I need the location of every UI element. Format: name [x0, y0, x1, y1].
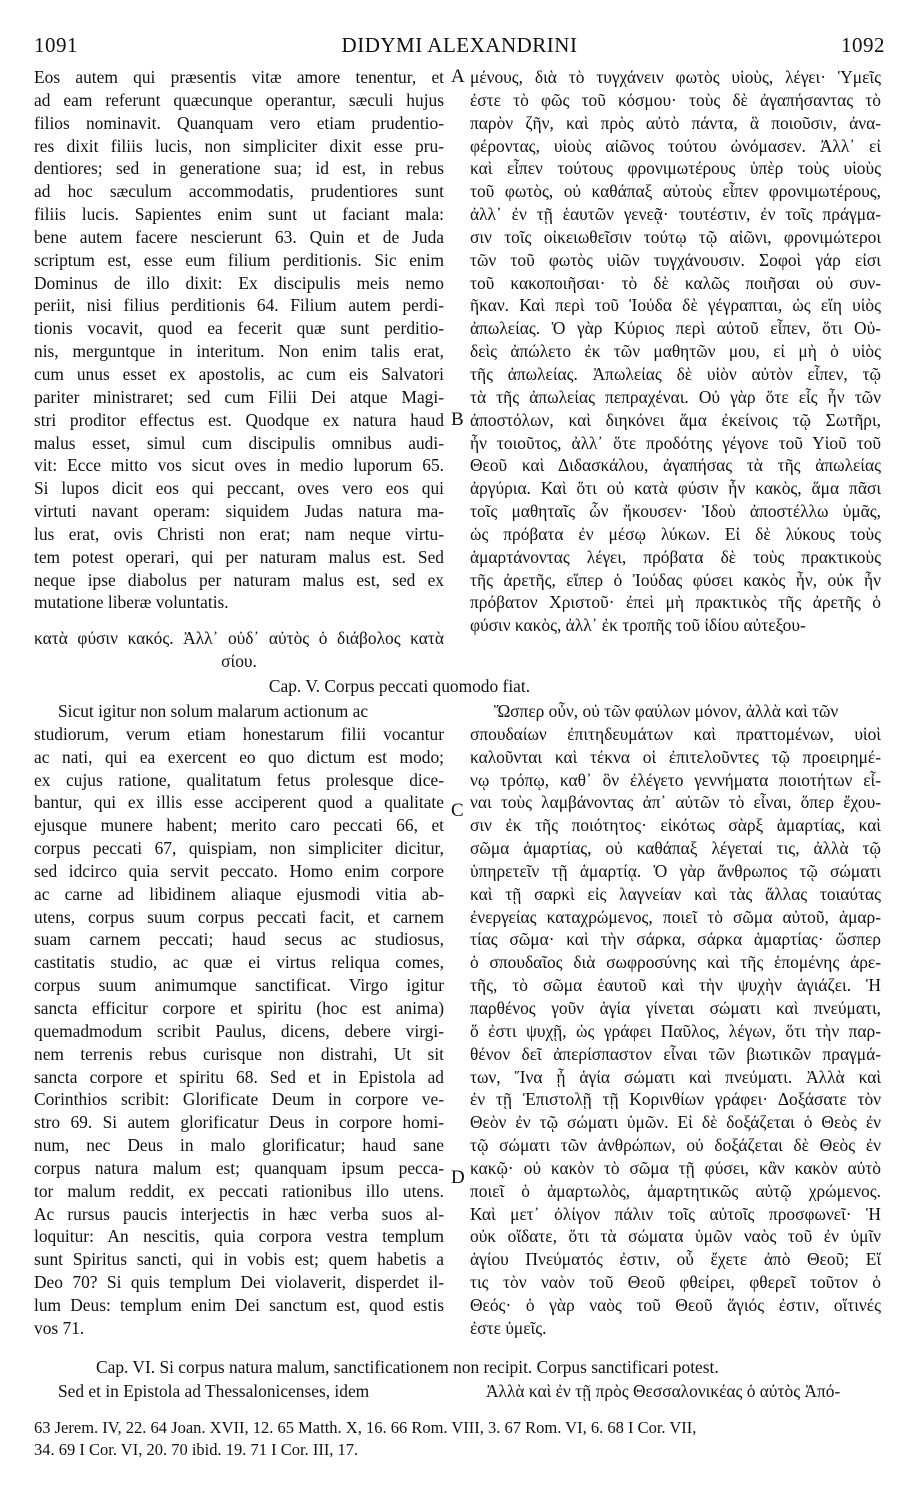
- text-line: nem terrenis rebus curisque non distrahi, Ut sit: [34, 1043, 444, 1064]
- text-line: καὶ τῇ σαρκὶ εἰς λαγνείαν καὶ τὰς ἄλλας τοιαύτας: [470, 883, 881, 904]
- text-line: κακῷ· οὐ κακὸν τὸ σῶμα τῇ φύσει, κἂν κακὸν αὐτὸ: [470, 1157, 881, 1178]
- text-line: Si lupos dicit eos qui peccant, oves vero eos qui: [34, 478, 444, 499]
- text-line: stri proditor effectus est. Quodque ex natura haud: [34, 409, 444, 430]
- text-line: Ac rursus paucis interjectis in hæc verba suos al-: [34, 1203, 444, 1224]
- text-line: παρθένος γοῦν ἁγία γίνεται σώματι καὶ πνεύματι,: [470, 997, 881, 1018]
- text-line: bantur, qui ex illis esse acciperent quod a qualitate: [34, 792, 444, 813]
- page-number-right: 1092: [841, 33, 885, 57]
- text-line: corpus suum animumque sanctificat. Virgo igitur: [34, 975, 444, 996]
- text-line: ἐστε τὸ φῶς τοῦ κόσμου· τοὺς δὲ ἀγαπήσαντας τὸ: [470, 89, 881, 110]
- text-line: σίου.: [221, 650, 257, 671]
- text-line: ἐνεργείας καταχρώμενος, ποιεῖ τὸ σῶμα αὐτοῦ, ἁμαρ-: [470, 906, 881, 927]
- text-line: ἦν τοιοῦτος, ἀλλ᾽ ὅτε προδότης γέγονε τοῦ Υἱοῦ τοῦ: [470, 432, 881, 453]
- text-line: tem potest operari, qui per naturam malus est. Sed: [34, 546, 444, 567]
- text-line: Θεοῦ καὶ Διδασκάλου, ἀγαπήσας τὰ τῆς ἀπωλείας: [470, 455, 881, 476]
- text-line: virtuti navant operam: siquidem Judas natura ma-: [34, 501, 444, 522]
- text-line: ναι τοὺς λαμβάνοντας ἀπ᾽ αὐτῶν τὸ εἶναι, ὅπερ ἔχου-: [470, 792, 881, 813]
- text-line: σπουδαίων ἐπιτηδευμάτων καὶ πραττομένων, υἱοὶ: [470, 723, 881, 744]
- text-line: Corinthios scribit: Glorificate Deum in corpore ve-: [34, 1089, 444, 1110]
- text-line: δεὶς ἀπώλετο ἐκ τῶν μαθητῶν μου, εἰ μὴ ὁ υἱὸς: [470, 341, 881, 362]
- text-line: τῷ σώματι τῶν ἀνθρώπων, οὐ δοξάζεται δὲ Θεὸς ἐν: [470, 1135, 881, 1156]
- text-line: ὅ ἐστι ψυχῇ, ὡς γράφει Παῦλος, λέγων, ὅτι τὴν παρ-: [470, 1020, 881, 1041]
- text-line: sancta efficitur corpore et spiritu (hoc est anima): [34, 997, 444, 1018]
- text-line: ac nati, qui ea exercent eo quo dictum est modo;: [34, 746, 444, 767]
- text-line: τῆς, τὸ σῶμα ἑαυτοῦ καὶ τὴν ψυχὴν ἁγιάζει. Ἡ: [470, 975, 881, 996]
- latin-column-bottom: [34, 700, 444, 1340]
- text-line: num, nec Deus in malo glorificatur; haud sane: [34, 1135, 444, 1156]
- greek-column-top: [470, 66, 881, 637]
- text-line: σιν ἐκ τῆς ποιότητος· εἰκότως σὰρξ ἁμαρτίας, καὶ: [470, 815, 881, 836]
- text-line: suam carnem peccati; haud secus ac studiosus,: [34, 929, 444, 950]
- text-line: utens, corpus suum corpus peccati facit, et carnem: [34, 906, 444, 927]
- greek-continuation-left: [34, 627, 444, 673]
- text-line: κατὰ φύσιν κακός. Ἀλλ᾽ οὐδ᾽ αὐτὸς ὁ διάβολος κατὰ: [34, 628, 444, 648]
- page-number-left: 1091: [34, 33, 78, 57]
- greek-column-bottom: [470, 700, 881, 1340]
- text-line: castitatis studio, ac quæ ei virtus reliqua comes,: [34, 952, 444, 973]
- text-line: ὑπηρετεῖν τῇ ἁμαρτίᾳ. Ὁ γὰρ ἄνθρωπος τῷ σώματι: [470, 860, 881, 881]
- text-line: ἐστε ὑμεῖς.: [470, 1317, 547, 1338]
- text-line: Eos autem qui præsentis vitæ amore tenentur, et: [34, 67, 444, 87]
- text-line: nis, merguntque in interitum. Non enim talis erat,: [34, 341, 444, 362]
- text-line: studiorum, verum etiam honestarum filii vocantur: [34, 723, 444, 744]
- text-line: corpus peccati 67, quispiam, non simpliciter dicitur,: [34, 838, 444, 859]
- margin-marker-d: D: [451, 1167, 465, 1188]
- text-line: φύσιν κακὸς, ἀλλ᾽ ἐκ τροπῆς τοῦ ἰδίου αὐτεξου-: [470, 615, 806, 636]
- text-line: ἀργύρια. Καὶ ὅτι οὐ κατὰ φύσιν ἦν κακὸς, ἅμα πᾶσι: [470, 478, 881, 499]
- text-line: sunt Spiritus sancti, qui in vobis est; quem habetis a: [34, 1249, 444, 1270]
- text-line: τοῦ κακοποιῆσαι· τὸ δὲ καλῶς ποιῆσαι οὐ συν-: [470, 272, 881, 293]
- text-line: ποιεῖ ὁ ἁμαρτωλὸς, ἁμαρτητικῶς αὐτῷ χρώμενος.: [470, 1180, 881, 1201]
- text-line: ejusque munere habent; merito caro peccati 66, et: [34, 815, 444, 836]
- text-line: ἀπωλείας. Ὁ γὰρ Κύριος περὶ αὐτοῦ εἶπεν, ὅτι Οὐ-: [470, 318, 881, 339]
- margin-marker-a: A: [451, 66, 465, 87]
- text-line: tionis vocavit, quod ea fecerit quæ sunt perditio-: [34, 318, 444, 339]
- text-line: ex cujus ratione, qualitatum fetus prolesque dice-: [34, 769, 444, 790]
- text-line: filios nominavit. Quanquam vero etiam prudentio-: [34, 112, 444, 133]
- text-line: τῆς ἀρετῆς, εἴπερ ὁ Ἰούδας φύσει κακὸς ἦν, οὐκ ἦν: [470, 569, 881, 590]
- text-line: ὁ σπουδαῖος διὰ σωφροσύνης καὶ τῆς ἑπομένης ἀρε-: [470, 952, 881, 973]
- text-line: Sicut igitur non solum malarum actionum ac: [58, 701, 369, 721]
- text-line: ac carne ad libidinem aliaque ejusmodi vitia ab-: [34, 883, 444, 904]
- text-line: νῳ τρόπῳ, καθ᾽ ὃν ἐλέγετο γεννήματα ποιοτήτων εἶ-: [470, 769, 881, 790]
- text-line: lum Deus: templum enim Dei sanctum est, quod estis: [34, 1294, 444, 1315]
- text-line: bene autem facere nescierunt 63. Quin et de Juda: [34, 226, 444, 247]
- text-line: Dominus de illo dixit: Ex discipulis meis nemo: [34, 272, 444, 293]
- text-line: φέροντας, υἱοὺς αἰῶνος τούτου ὠνόμασεν. Ἀλλ᾽ εἰ: [470, 135, 881, 156]
- chapter-heading-vi: Cap. VI. Si corpus natura malum, sanctificationem non recipit. Corpus sanctificari potest.: [96, 1357, 719, 1377]
- text-line: Deo 70? Si quis templum Dei violaverit, disperdet il-: [34, 1272, 444, 1293]
- text-line: τῶν τοῦ φωτὸς υἱῶν τυγχάνουσιν. Σοφοὶ γάρ εἰσι: [470, 249, 881, 270]
- text-line: μένους, διὰ τὸ τυγχάνειν φωτὸς υἱοὺς, λέγει· Ὑμεῖς: [470, 67, 881, 87]
- text-line: lus erat, ovis Christi non erat; nam neque virtu-: [34, 523, 444, 544]
- text-line: σῶμα ἁμαρτίας, οὐ καθάπαξ λέγεταί τις, ἀλλὰ τῷ: [470, 838, 881, 859]
- margin-marker-b: B: [451, 409, 464, 430]
- text-line: θένον δεῖ ἀπερίσπαστον εἶναι τῶν βιωτικῶν πραγμά-: [470, 1043, 881, 1064]
- text-line: scriptum est, esse eum filium perditionis. Sic enim: [34, 249, 444, 270]
- text-line: Ὥσπερ οὖν, οὐ τῶν φαύλων μόνον, ἀλλὰ καὶ τῶν: [494, 701, 839, 721]
- text-line: Καὶ μετ᾽ ὀλίγον πάλιν τοῖς αὐτοῖς προσφωνεῖ· Ἡ: [470, 1203, 881, 1224]
- text-line: sed idcirco quia servit peccato. Homo enim corpore: [34, 860, 444, 881]
- text-line: ad hoc sæculum accommodatis, prudentiores sunt: [34, 181, 444, 202]
- text-line: ῆκαν. Καὶ περὶ τοῦ Ἰούδα δὲ γέγραπται, ὡς εἴη υἱὸς: [470, 295, 881, 316]
- text-line: filiis lucis. Sapientes enim sunt ut faciant mala:: [34, 204, 444, 225]
- text-line: malus esset, simul cum discipulis omnibus audi-: [34, 432, 444, 453]
- text-line: ἀποστόλων, καὶ διηκόνει ἅμα ἐκείνοις τῷ Σωτῆρι,: [470, 409, 881, 430]
- text-line: ad eam referunt quæcunque operantur, sæculi hujus: [34, 89, 444, 110]
- text-line: periit, nisi filius perditionis 64. Filium autem perdi-: [34, 295, 444, 316]
- latin-column-top: [34, 66, 444, 614]
- text-line: καὶ εἶπεν τούτους φρονιμωτέρους ὑπὲρ τοὺς υἱοὺς: [470, 158, 881, 179]
- text-line: stro 69. Si autem glorificatur Deus in corpore homi-: [34, 1112, 444, 1133]
- text-line: res dixit filiis lucis, non simpliciter dixit esse pru-: [34, 135, 444, 156]
- chapter-heading-v: Cap. V. Corpus peccati quomodo fiat.: [268, 676, 531, 696]
- text-line: corpus natura malum est; quanquam ipsum pecca-: [34, 1157, 444, 1178]
- text-line: loquitur: An nescitis, quia corpora vestra templum: [34, 1226, 444, 1247]
- text-line: vit: Ecce mitto vos sicut oves in medio luporum 65.: [34, 455, 444, 476]
- text-line: τὰ τῆς ἀπωλείας πεπραχέναι. Οὐ γὰρ ὅτε εἷς ἦν τῶν: [470, 386, 881, 407]
- text-line: vos 71.: [34, 1317, 85, 1338]
- text-line: ἀλλ᾽ ἐν τῇ ἑαυτῶν γενεᾷ· τουτέστιν, ἐν τοῖς πράγμα-: [470, 204, 881, 225]
- text-line: pariter ministraret; sed cum Filii Dei atque Magi-: [34, 386, 444, 407]
- text-line: ὡς πρόβατα ἐν μέσῳ λύκων. Εἰ δὲ λύκους τοὺς: [470, 523, 881, 544]
- text-line: τοῦ φωτὸς, οὐ καθάπαξ αὐτοὺς εἶπεν φρονιμωτέρους,: [470, 181, 881, 202]
- latin-last-line: Sed et in Epistola ad Thessalonicenses, idem: [58, 1381, 370, 1401]
- text-line: Θεός· ὁ γὰρ ναὸς τοῦ Θεοῦ ἅγιός ἐστιν, οἵτινές: [470, 1294, 881, 1315]
- text-line: quemadmodum scribit Paulus, dicens, debere virgi-: [34, 1020, 444, 1041]
- text-line: τίας σῶμα· καὶ τὴν σάρκα, σάρκα ἁμαρτίας· ὥσπερ: [470, 929, 881, 950]
- greek-last-line: Ἀλλὰ καὶ ἐν τῇ πρὸς Θεσσαλονικέας ὁ αὐτὸς Ἀπό-: [486, 1381, 841, 1401]
- text-line: mutatione liberæ voluntatis.: [34, 592, 229, 613]
- text-line: ἁγίου Πνεύματός ἐστιν, οὗ ἔχετε ἀπὸ Θεοῦ; Εἴ: [470, 1249, 881, 1270]
- text-line: οὐκ οἴδατε, ὅτι τὰ σώματα ὑμῶν ναὸς τοῦ ἐν ὑμῖν: [470, 1226, 881, 1247]
- footnote-line: 34. 69 I Cor. VI, 20. 70 ibid. 19. 71 I Cor. III, 17.: [34, 1440, 359, 1459]
- text-line: neque ipse diabolus per naturam malus est, sed ex: [34, 569, 444, 590]
- text-line: τοῖς μαθηταῖς ὧν ἤκουσεν· Ἰδοὺ ἀποστέλλω ὑμᾶς,: [470, 501, 881, 522]
- text-line: Θεὸν ἐν τῷ σώματι ὑμῶν. Εἰ δὲ δοξάζεται ὁ Θεὸς ἐν: [470, 1112, 881, 1133]
- margin-marker-c: C: [451, 800, 464, 821]
- text-line: cum unus esset ex apostolis, ac cum eis Salvatori: [34, 363, 444, 384]
- text-line: sancta corpore et spiritu 68. Sed et in Epistola ad: [34, 1066, 444, 1087]
- text-line: πρόβατον Χριστοῦ· ἐπεὶ μὴ πρακτικὸς τῆς ἀρετῆς ὁ: [470, 592, 881, 613]
- text-line: ἁμαρτάνοντας λέγει, πρόβατα δὲ τοὺς πρακτικοὺς: [470, 546, 881, 567]
- running-title: DIDYMI ALEXANDRINI: [341, 33, 578, 57]
- text-line: παρὸν ζῆν, καὶ πρὸς αὐτὸ πάντα, ἃ ποιοῦσιν, ἀνα-: [470, 112, 881, 133]
- text-line: σιν τοῖς οἰκειωθεῖσιν τούτῳ τῷ αἰῶνι, φρονιμώτεροι: [470, 226, 881, 247]
- text-line: των, Ἵνα ᾖ ἁγία σώματι καὶ πνεύματι. Ἀλλὰ καὶ: [470, 1066, 881, 1087]
- footnote-line: 63 Jerem. IV, 22. 64 Joan. XVII, 12. 65 Matth. X, 16. 66 Rom. VIII, 3. 67 Rom. VI, 6. 68 I Cor. VII,: [34, 1418, 697, 1437]
- text-line: ἐν τῇ Ἐπιστολῇ τῇ Κορινθίων γράφει· Δοξάσατε τὸν: [470, 1089, 881, 1110]
- text-line: tor malum reddit, ex peccati rationibus illo utens.: [34, 1180, 444, 1201]
- text-line: καλοῦνται καὶ τέκνα οἱ ἐπιτελοῦντες τῷ προειρημέ-: [470, 746, 881, 767]
- text-line: τις τὸν ναὸν τοῦ Θεοῦ φθείρει, φθερεῖ τοῦτον ὁ: [470, 1272, 881, 1293]
- text-line: dentiores; sed in generatione sua; id est, in rebus: [34, 158, 444, 179]
- text-line: τῆς ἀπωλείας. Ἀπωλείας δὲ υἱὸν αὐτὸν εἶπεν, τῷ: [470, 363, 881, 384]
